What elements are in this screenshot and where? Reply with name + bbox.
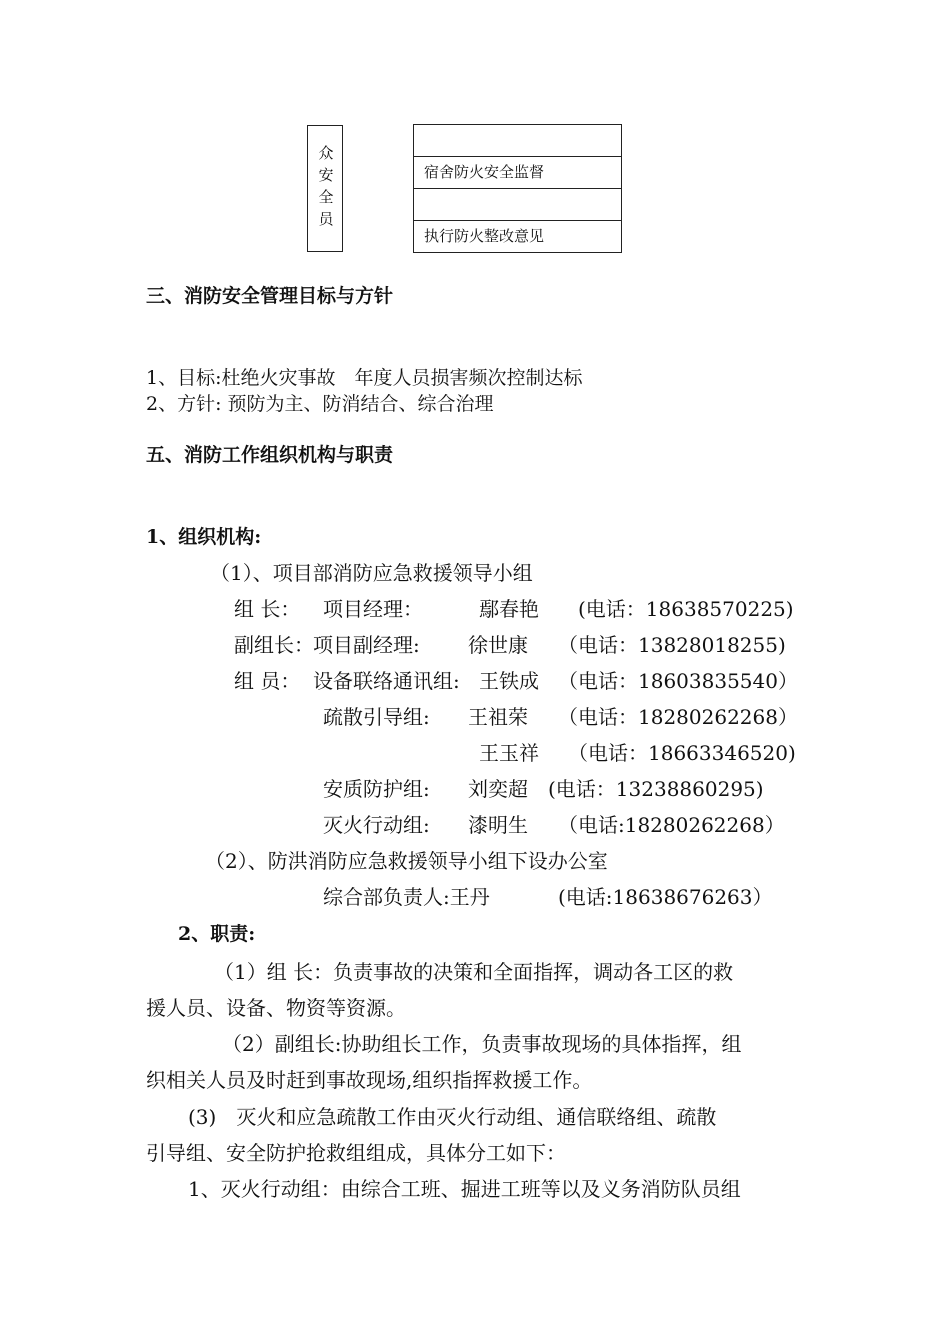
leader-phone: (电话：18638570225): [578, 597, 794, 621]
member-name: 王玉祥: [479, 741, 539, 765]
member-title: 设备联络通讯组:: [313, 669, 460, 693]
goal-line: 1、目标:杜绝火灾事故 年度人员损害频次控制达标: [146, 367, 583, 389]
deputy-name: 徐世康: [468, 633, 528, 657]
member-phone: （电话:18280262268）: [558, 813, 785, 837]
office-title: 综合部负责人:王丹: [323, 885, 490, 909]
duty-heading: 2、职责:: [178, 923, 256, 945]
member-phone: （电话：18663346520): [568, 741, 796, 765]
diagram-vertical-label-box: [307, 125, 343, 252]
member-phone: （电话：18280262268）: [558, 705, 798, 729]
diagram-row-4: 执行防火整改意见: [413, 220, 622, 253]
leader-name: 鄢春艳: [479, 597, 539, 621]
leader-title: 项目经理：: [323, 597, 423, 621]
duty1-line1: （1）组 长：负责事故的决策和全面指挥，调动各工区的救: [214, 960, 734, 984]
diagram-row-1: [413, 124, 622, 157]
diagram-row-2: 宿舍防火安全监督: [413, 156, 622, 189]
member-title: 安质防护组:: [323, 777, 430, 801]
leader-role: 组 长：: [234, 597, 301, 621]
member-title: 灭火行动组:: [323, 813, 430, 837]
office-phone: (电话:18638676263）: [558, 885, 773, 909]
duty1-line2: 援人员、设备、物资等资源。: [146, 996, 406, 1020]
members-role: 组 员：: [234, 669, 301, 693]
diagram-row-3: [413, 188, 622, 221]
deputy-role: 副组长：: [234, 633, 314, 657]
duty3-line1: (3) 灭火和应急疏散工作由灭火行动组、通信联络组、疏散: [188, 1105, 717, 1129]
duty2-line1: （2）副组长:协助组长工作，负责事故现场的具体指挥，组: [222, 1032, 742, 1056]
member-name: 王铁成: [479, 669, 539, 693]
member-name: 漆明生: [468, 813, 528, 837]
policy-line: 2、方针: 预防为主、防消结合、综合治理: [146, 393, 494, 415]
duty2-line2: 织相关人员及时赶到事故现场,组织指挥救援工作。: [146, 1068, 593, 1092]
member-name: 王祖荣: [468, 705, 528, 729]
duty4-line1: 1、灭火行动组：由综合工班、掘进工班等以及义务消防队员组: [188, 1177, 741, 1201]
duty3-line2: 引导组、安全防护抢救组组成，具体分工如下：: [146, 1141, 566, 1165]
group1-title: （1）、项目部消防应急救援领导小组: [210, 561, 533, 585]
section5-heading: 五、消防工作组织机构与职责: [146, 444, 394, 466]
member-title: 疏散引导组:: [323, 705, 430, 729]
diagram-vertical-label: 众安全员: [316, 144, 335, 233]
org-heading: 1、组织机构:: [146, 526, 262, 548]
deputy-title: 项目副经理:: [313, 633, 420, 657]
group2-title: （2）、防洪消防应急救援领导小组下设办公室: [205, 849, 608, 873]
deputy-phone: （电话：13828018255): [558, 633, 786, 657]
section3-heading: 三、消防安全管理目标与方针: [146, 285, 394, 307]
member-name: 刘奕超: [468, 777, 528, 801]
member-phone: （电话：18603835540）: [558, 669, 798, 693]
member-phone: (电话：13238860295): [548, 777, 764, 801]
